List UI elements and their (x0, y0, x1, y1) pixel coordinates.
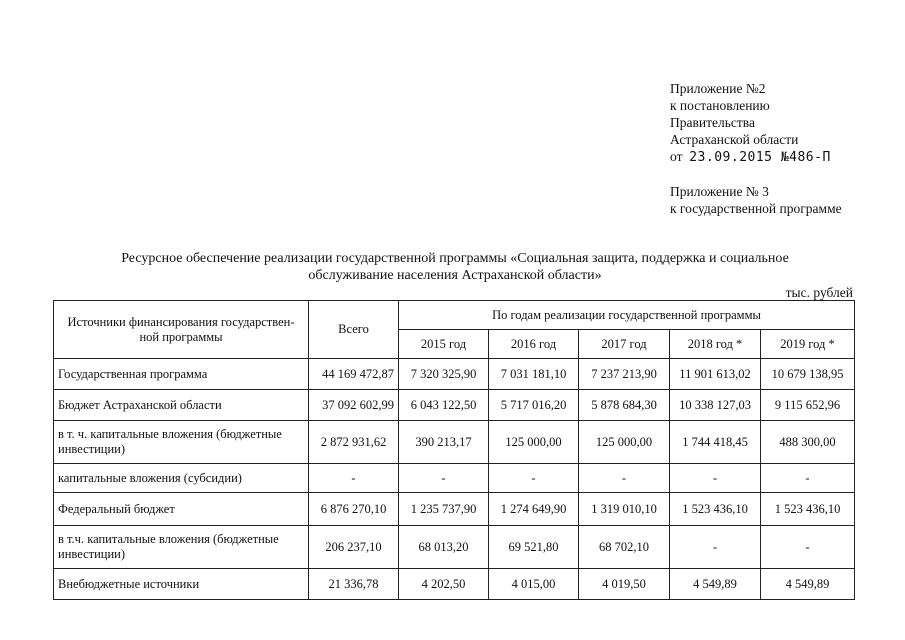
row-2015: 6 043 122,50 (399, 390, 489, 421)
row-2017: - (579, 464, 670, 493)
document-title (60, 250, 850, 284)
header-year-2015: 2015 год (399, 330, 489, 359)
header-year-2018: 2018 год * (670, 330, 761, 359)
row-source: в т. ч. капитальные вложения (бюджетные инвестиции) (54, 421, 309, 464)
decree-date-number: 23.09.2015 №486-П (689, 150, 831, 165)
row-2017: 4 019,50 (579, 569, 670, 600)
document-title-line-2: обслуживание населения Астраханской области» (308, 268, 602, 283)
row-2019: 10 679 138,95 (761, 359, 855, 390)
row-2016: 4 015,00 (489, 569, 579, 600)
row-2016: 5 717 016,20 (489, 390, 579, 421)
row-2018: 1 523 436,10 (670, 493, 761, 526)
row-2017: 125 000,00 (579, 421, 670, 464)
row-total: 21 336,78 (309, 569, 399, 600)
row-2016: 1 274 649,90 (489, 493, 579, 526)
table-row-state-program (54, 359, 855, 390)
row-source: капитальные вложения (субсидии) (54, 464, 309, 493)
table-row-regional-capital-investments (54, 421, 855, 464)
row-2017: 7 237 213,90 (579, 359, 670, 390)
annex-2-heading: Приложение №2 (670, 81, 766, 96)
table-row-regional-budget (54, 390, 855, 421)
row-2017: 1 319 010,10 (579, 493, 670, 526)
row-source: Государственная программа (54, 359, 309, 390)
header-year-2017: 2017 год (579, 330, 670, 359)
row-2016: 125 000,00 (489, 421, 579, 464)
row-2017: 68 702,10 (579, 526, 670, 569)
decree-reference (670, 148, 831, 166)
row-2019: 4 549,89 (761, 569, 855, 600)
annex-2-government: Правительства (670, 115, 755, 130)
row-2015: 68 013,20 (399, 526, 489, 569)
table-row-capital-subsidies (54, 464, 855, 493)
row-2016: - (489, 464, 579, 493)
row-2016: 7 031 181,10 (489, 359, 579, 390)
row-total: - (309, 464, 399, 493)
row-2019: - (761, 464, 855, 493)
annex-2-block (670, 80, 831, 166)
row-2019: - (761, 526, 855, 569)
row-2018: 11 901 613,02 (670, 359, 761, 390)
annex-3-to-program: к государственной программе (670, 201, 842, 216)
annex-3-block (670, 183, 842, 217)
row-2017: 5 878 684,30 (579, 390, 670, 421)
row-total: 2 872 931,62 (309, 421, 399, 464)
row-source: Бюджет Астраханской области (54, 390, 309, 421)
row-2019: 9 115 652,96 (761, 390, 855, 421)
unit-label: тыс. рублей (785, 285, 853, 300)
row-2018: 4 549,89 (670, 569, 761, 600)
table-row-federal-capital-investments (54, 526, 855, 569)
row-2018: 10 338 127,03 (670, 390, 761, 421)
row-source: в т.ч. капитальные вложения (бюджетные инвестиции) (54, 526, 309, 569)
row-2015: 390 213,17 (399, 421, 489, 464)
header-source: Источники финансирования государствен-ной программы (54, 301, 309, 359)
row-2018: - (670, 526, 761, 569)
resource-table (53, 300, 855, 600)
row-2015: - (399, 464, 489, 493)
table-row-federal-budget (54, 493, 855, 526)
header-by-years: По годам реализации государственной программы (399, 301, 855, 330)
row-2019: 1 523 436,10 (761, 493, 855, 526)
decree-from-label: от (670, 149, 683, 164)
row-source: Федеральный бюджет (54, 493, 309, 526)
row-2019: 488 300,00 (761, 421, 855, 464)
row-total: 6 876 270,10 (309, 493, 399, 526)
row-total: 206 237,10 (309, 526, 399, 569)
row-source: Внебюджетные источники (54, 569, 309, 600)
row-2018: 1 744 418,45 (670, 421, 761, 464)
header-year-2019: 2019 год * (761, 330, 855, 359)
row-2018: - (670, 464, 761, 493)
header-year-2016: 2016 год (489, 330, 579, 359)
header-total: Всего (309, 301, 399, 359)
row-2015: 7 320 325,90 (399, 359, 489, 390)
row-total: 37 092 602,99 (309, 390, 399, 421)
document-title-line-1: Ресурсное обеспечение реализации государственной программы «Социальная защита, поддержка и социальное (121, 251, 789, 266)
row-2016: 69 521,80 (489, 526, 579, 569)
annex-2-to-decree: к постановлению (670, 98, 770, 113)
row-2015: 4 202,50 (399, 569, 489, 600)
table-row-extrabudgetary (54, 569, 855, 600)
row-total: 44 169 472,87 (309, 359, 399, 390)
annex-2-region: Астраханской области (670, 132, 799, 147)
annex-3-heading: Приложение № 3 (670, 184, 769, 199)
row-2015: 1 235 737,90 (399, 493, 489, 526)
